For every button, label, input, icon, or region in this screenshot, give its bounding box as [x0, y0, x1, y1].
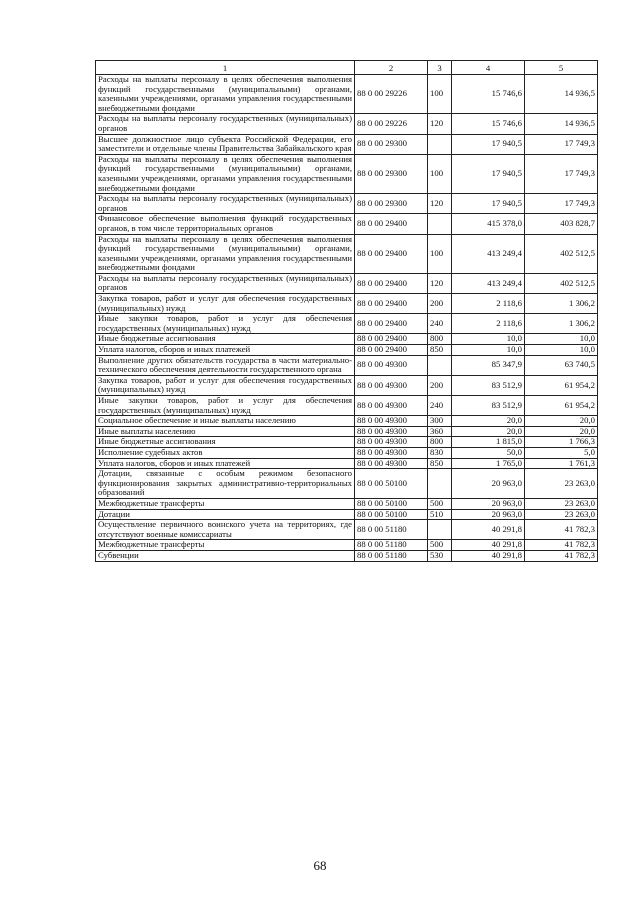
row-target-code-cell: 88 0 00 51180: [355, 550, 428, 561]
row-name-cell: Расходы на выплаты персоналу в целях обеспечения выполнения функций государственными (муниципальными) органами, казенными учреждениями, органами управления государственными внебюджетными фондами: [96, 154, 355, 193]
row-target-code-cell: 88 0 00 29300: [355, 154, 428, 193]
row-expense-type-cell: 850: [428, 458, 452, 469]
row-expense-type-cell: 120: [428, 114, 452, 134]
row-expense-type-cell: 120: [428, 273, 452, 293]
table-row: [96, 540, 598, 551]
row-amount-2-cell: 20,0: [525, 416, 598, 427]
row-amount-2-cell: 41 782,3: [525, 550, 598, 561]
row-amount-1-cell: 17 940,5: [452, 194, 525, 214]
row-amount-1-cell: 2 118,6: [452, 294, 525, 314]
table-row: [96, 447, 598, 458]
row-target-code-cell: 88 0 00 29300: [355, 134, 428, 154]
table-row: [96, 509, 598, 520]
row-amount-2-cell: 17 749,3: [525, 134, 598, 154]
table-row: [96, 345, 598, 356]
table-row: [96, 194, 598, 214]
row-amount-2-cell: 61 954,2: [525, 396, 598, 416]
row-amount-1-cell: 40 291,8: [452, 520, 525, 540]
row-expense-type-cell: 240: [428, 396, 452, 416]
row-expense-type-cell: [428, 134, 452, 154]
row-name-cell: Выполнение других обязательств государства в части материально-технического обеспечения деятельности государственного органа: [96, 355, 355, 375]
row-target-code-cell: 88 0 00 50100: [355, 469, 428, 499]
row-name-cell: Межбюджетные трансферты: [96, 498, 355, 509]
row-target-code-cell: 88 0 00 29400: [355, 273, 428, 293]
row-amount-1-cell: 83 512,9: [452, 375, 525, 395]
table-row: [96, 396, 598, 416]
row-target-code-cell: 88 0 00 51180: [355, 540, 428, 551]
row-target-code-cell: 88 0 00 29400: [355, 334, 428, 345]
row-amount-2-cell: 14 936,5: [525, 114, 598, 134]
table-row: [96, 214, 598, 234]
row-amount-2-cell: 41 782,3: [525, 520, 598, 540]
row-target-code-cell: 88 0 00 49300: [355, 355, 428, 375]
row-target-code-cell: 88 0 00 29226: [355, 75, 428, 114]
row-name-cell: Расходы на выплаты персоналу государственных (муниципальных) органов: [96, 114, 355, 134]
row-expense-type-cell: 530: [428, 550, 452, 561]
row-target-code-cell: 88 0 00 50100: [355, 509, 428, 520]
row-name-cell: Иные закупки товаров, работ и услуг для обеспечения государственных (муниципальных) нужд: [96, 396, 355, 416]
row-name-cell: Межбюджетные трансферты: [96, 540, 355, 551]
row-target-code-cell: 88 0 00 29400: [355, 314, 428, 334]
row-name-cell: Уплата налогов, сборов и иных платежей: [96, 458, 355, 469]
row-name-cell: Иные выплаты населению: [96, 426, 355, 437]
row-amount-2-cell: 5,0: [525, 447, 598, 458]
row-amount-1-cell: 20,0: [452, 426, 525, 437]
table-row: [96, 498, 598, 509]
row-expense-type-cell: 500: [428, 498, 452, 509]
column-header-name: 1: [96, 61, 355, 75]
row-name-cell: Закупка товаров, работ и услуг для обеспечения государственных (муниципальных) нужд: [96, 294, 355, 314]
row-name-cell: Субвенции: [96, 550, 355, 561]
table-row: [96, 314, 598, 334]
row-amount-1-cell: 10,0: [452, 345, 525, 356]
table-row: [96, 520, 598, 540]
row-amount-2-cell: 23 263,0: [525, 509, 598, 520]
row-expense-type-cell: 800: [428, 437, 452, 448]
row-amount-1-cell: 15 746,6: [452, 114, 525, 134]
row-expense-type-cell: 200: [428, 375, 452, 395]
row-target-code-cell: 88 0 00 29300: [355, 194, 428, 214]
row-target-code-cell: 88 0 00 29226: [355, 114, 428, 134]
row-amount-1-cell: 20 963,0: [452, 498, 525, 509]
row-amount-2-cell: 1 306,2: [525, 314, 598, 334]
row-amount-2-cell: 1 761,3: [525, 458, 598, 469]
row-name-cell: Социальное обеспечение и иные выплаты населению: [96, 416, 355, 427]
table-row: [96, 273, 598, 293]
table-row: [96, 334, 598, 345]
row-expense-type-cell: [428, 355, 452, 375]
budget-table: [95, 60, 598, 562]
row-name-cell: Расходы на выплаты персоналу государственных (муниципальных) органов: [96, 194, 355, 214]
row-amount-2-cell: 10,0: [525, 334, 598, 345]
row-target-code-cell: 88 0 00 29400: [355, 345, 428, 356]
row-target-code-cell: 88 0 00 49300: [355, 375, 428, 395]
row-amount-1-cell: 20,0: [452, 416, 525, 427]
row-amount-2-cell: 17 749,3: [525, 194, 598, 214]
row-amount-2-cell: 402 512,5: [525, 234, 598, 273]
row-amount-2-cell: 23 263,0: [525, 498, 598, 509]
row-amount-2-cell: 403 828,7: [525, 214, 598, 234]
table-row: [96, 458, 598, 469]
row-expense-type-cell: 800: [428, 334, 452, 345]
column-header-amount-1: 4: [452, 61, 525, 75]
row-name-cell: Дотации, связанные с особым режимом безопасного функционирования закрытых административно-территориальных образований: [96, 469, 355, 499]
row-amount-1-cell: 1 815,0: [452, 437, 525, 448]
row-expense-type-cell: 240: [428, 314, 452, 334]
row-expense-type-cell: 200: [428, 294, 452, 314]
row-amount-1-cell: 10,0: [452, 334, 525, 345]
row-amount-2-cell: 10,0: [525, 345, 598, 356]
row-target-code-cell: 88 0 00 49300: [355, 426, 428, 437]
row-target-code-cell: 88 0 00 29400: [355, 214, 428, 234]
row-name-cell: Иные бюджетные ассигнования: [96, 334, 355, 345]
table-row: [96, 550, 598, 561]
table-row: [96, 469, 598, 499]
row-expense-type-cell: 850: [428, 345, 452, 356]
row-amount-2-cell: 1 306,2: [525, 294, 598, 314]
row-amount-1-cell: 20 963,0: [452, 469, 525, 499]
row-target-code-cell: 88 0 00 29400: [355, 294, 428, 314]
row-expense-type-cell: 100: [428, 234, 452, 273]
table-row: [96, 416, 598, 427]
row-target-code-cell: 88 0 00 49300: [355, 458, 428, 469]
row-amount-1-cell: 17 940,5: [452, 134, 525, 154]
row-expense-type-cell: [428, 469, 452, 499]
row-amount-1-cell: 1 765,0: [452, 458, 525, 469]
row-name-cell: Иные закупки товаров, работ и услуг для обеспечения государственных (муниципальных) нужд: [96, 314, 355, 334]
row-name-cell: Осуществление первичного воинского учета на территориях, где отсутствуют военные комиссариаты: [96, 520, 355, 540]
row-expense-type-cell: [428, 214, 452, 234]
row-amount-1-cell: 40 291,8: [452, 540, 525, 551]
row-target-code-cell: 88 0 00 29400: [355, 234, 428, 273]
page-number: 68: [313, 858, 327, 873]
row-amount-1-cell: 413 249,4: [452, 234, 525, 273]
row-expense-type-cell: 120: [428, 194, 452, 214]
column-header-target-code: 2: [355, 61, 428, 75]
table-row: [96, 114, 598, 134]
row-amount-2-cell: 63 740,5: [525, 355, 598, 375]
row-name-cell: Расходы на выплаты персоналу в целях обеспечения выполнения функций государственными (муниципальными) органами, казенными учреждениями, органами управления государственными внебюджетными фондами: [96, 234, 355, 273]
table-row: [96, 426, 598, 437]
table-row: [96, 437, 598, 448]
row-name-cell: Иные бюджетные ассигнования: [96, 437, 355, 448]
row-amount-1-cell: 85 347,9: [452, 355, 525, 375]
row-expense-type-cell: [428, 520, 452, 540]
table-row: [96, 75, 598, 114]
table-row: [96, 375, 598, 395]
row-amount-1-cell: 50,0: [452, 447, 525, 458]
row-amount-2-cell: 17 749,3: [525, 154, 598, 193]
column-header-expense-type: 3: [428, 61, 452, 75]
row-expense-type-cell: 100: [428, 154, 452, 193]
row-target-code-cell: 88 0 00 49300: [355, 447, 428, 458]
table-row: [96, 154, 598, 193]
row-amount-1-cell: 83 512,9: [452, 396, 525, 416]
row-name-cell: Исполнение судебных актов: [96, 447, 355, 458]
column-header-amount-2: 5: [525, 61, 598, 75]
row-name-cell: Закупка товаров, работ и услуг для обеспечения государственных (муниципальных) нужд: [96, 375, 355, 395]
row-amount-2-cell: 23 263,0: [525, 469, 598, 499]
row-name-cell: Расходы на выплаты персоналу в целях обеспечения выполнения функций государственными (муниципальными) органами, казенными учреждениями, органами управления государственными внебюджетными фондами: [96, 75, 355, 114]
table-header-row: [96, 61, 598, 75]
row-name-cell: Дотации: [96, 509, 355, 520]
row-amount-2-cell: 20,0: [525, 426, 598, 437]
row-amount-2-cell: 14 936,5: [525, 75, 598, 114]
row-amount-1-cell: 20 963,0: [452, 509, 525, 520]
row-name-cell: Высшее должностное лицо субъекта Российской Федерации, его заместители и отдельные члены Правительства Забайкальского края: [96, 134, 355, 154]
table-row: [96, 355, 598, 375]
row-target-code-cell: 88 0 00 49300: [355, 437, 428, 448]
row-expense-type-cell: 300: [428, 416, 452, 427]
row-amount-2-cell: 1 766,3: [525, 437, 598, 448]
row-name-cell: Уплата налогов, сборов и иных платежей: [96, 345, 355, 356]
row-amount-2-cell: 402 512,5: [525, 273, 598, 293]
row-target-code-cell: 88 0 00 49300: [355, 416, 428, 427]
row-name-cell: Расходы на выплаты персоналу государственных (муниципальных) органов: [96, 273, 355, 293]
table-row: [96, 134, 598, 154]
row-name-cell: Финансовое обеспечение выполнения функций государственных органов, в том числе территориальных органов: [96, 214, 355, 234]
table-row: [96, 234, 598, 273]
row-amount-1-cell: 415 378,0: [452, 214, 525, 234]
row-amount-1-cell: 2 118,6: [452, 314, 525, 334]
row-amount-1-cell: 15 746,6: [452, 75, 525, 114]
row-target-code-cell: 88 0 00 51180: [355, 520, 428, 540]
row-expense-type-cell: 500: [428, 540, 452, 551]
row-amount-1-cell: 413 249,4: [452, 273, 525, 293]
row-amount-2-cell: 61 954,2: [525, 375, 598, 395]
row-target-code-cell: 88 0 00 49300: [355, 396, 428, 416]
row-amount-1-cell: 40 291,8: [452, 550, 525, 561]
row-expense-type-cell: 360: [428, 426, 452, 437]
row-amount-2-cell: 41 782,3: [525, 540, 598, 551]
table-body: [96, 75, 598, 562]
row-expense-type-cell: 830: [428, 447, 452, 458]
row-amount-1-cell: 17 940,5: [452, 154, 525, 193]
table-row: [96, 294, 598, 314]
row-expense-type-cell: 100: [428, 75, 452, 114]
row-target-code-cell: 88 0 00 50100: [355, 498, 428, 509]
row-expense-type-cell: 510: [428, 509, 452, 520]
